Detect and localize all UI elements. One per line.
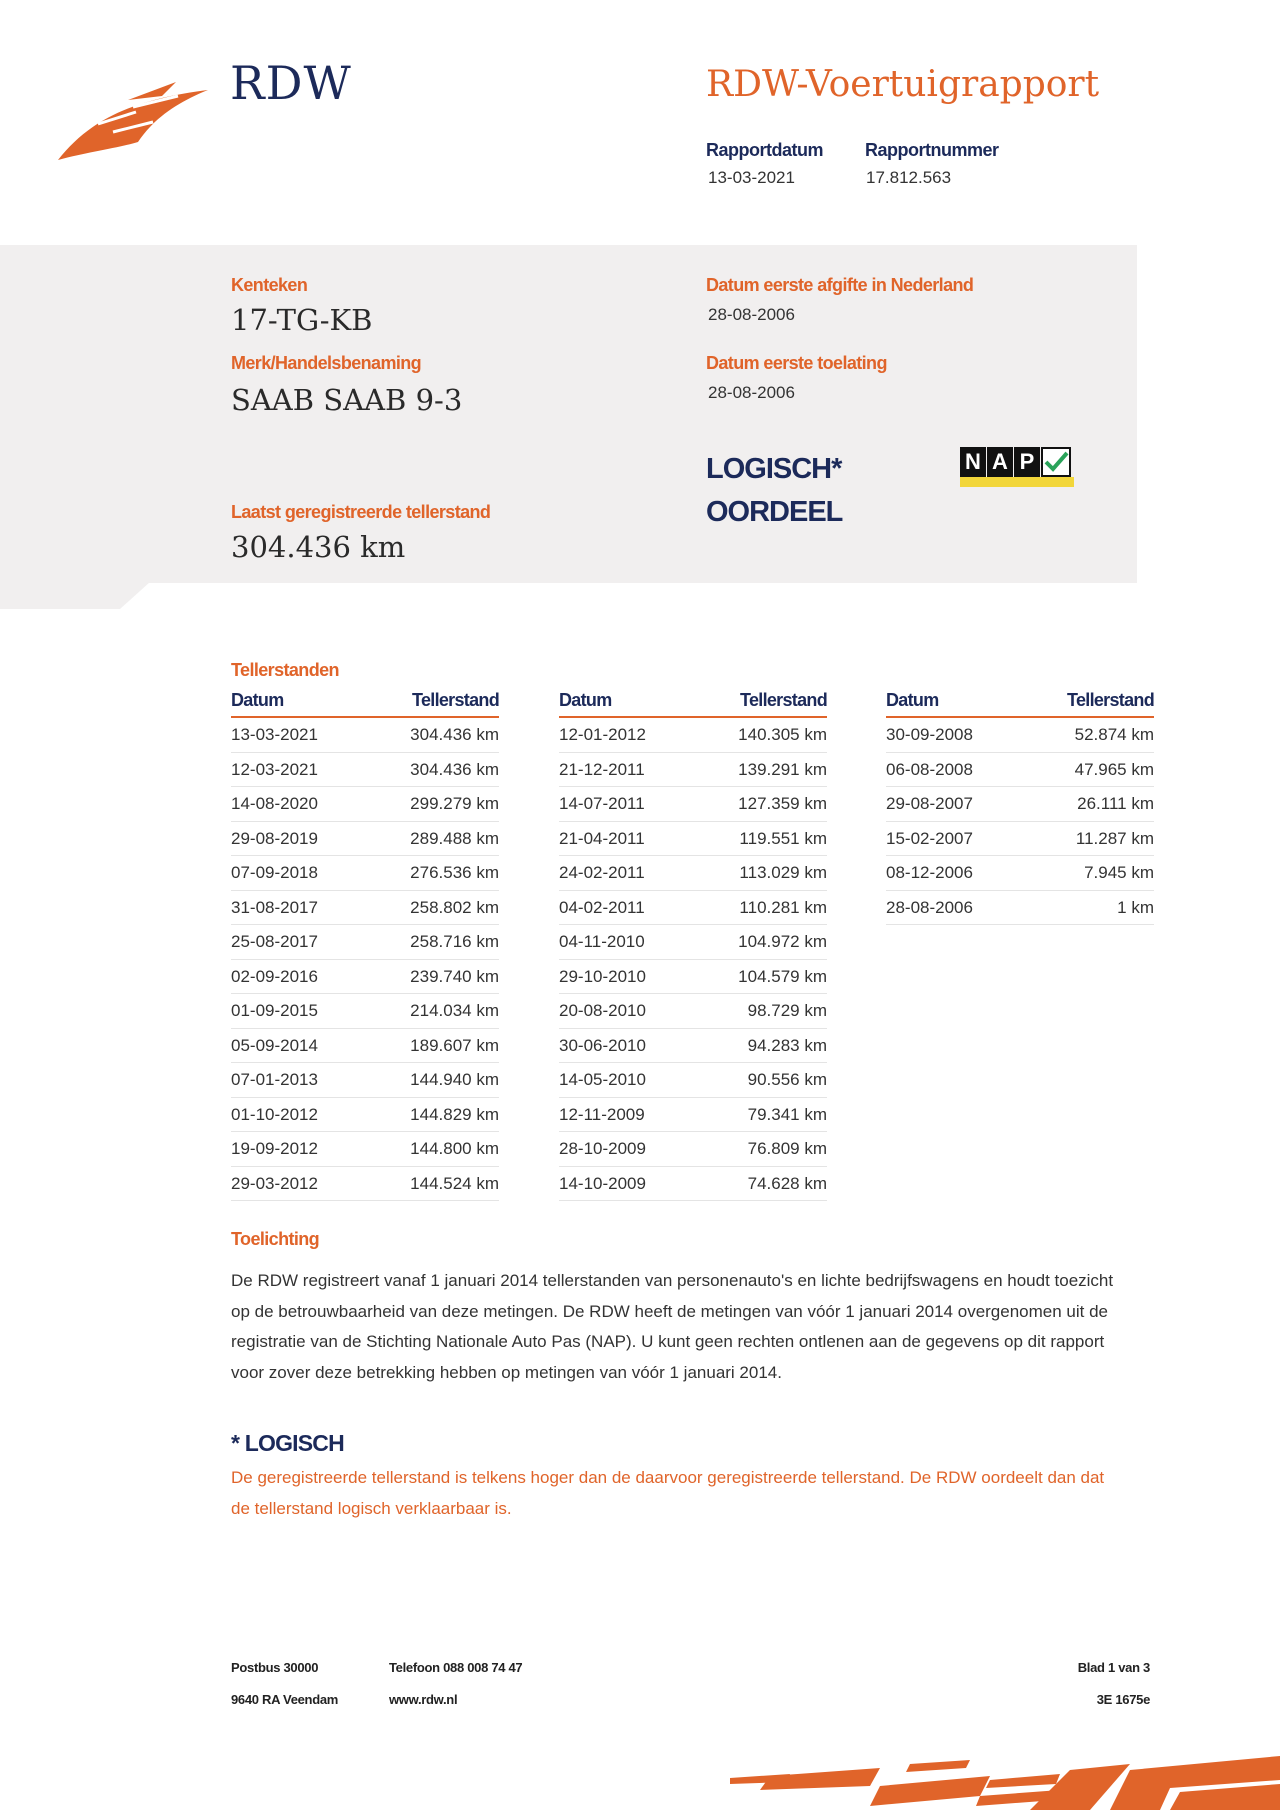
reading-date: 29-08-2019 — [231, 828, 318, 848]
col-value-header: Tellerstand — [1067, 690, 1154, 710]
table-row — [886, 856, 1154, 891]
reading-date: 15-02-2007 — [886, 828, 973, 848]
readings-column-3 — [886, 690, 1154, 925]
reading-date: 29-10-2010 — [559, 966, 646, 986]
reading-value: 144.524 km — [410, 1173, 499, 1193]
readings-column-1 — [231, 690, 499, 1201]
decorative-stripes-icon — [730, 1756, 1280, 1810]
table-row — [231, 925, 499, 960]
col-date-header: Datum — [886, 690, 939, 710]
reading-value: 304.436 km — [410, 725, 499, 744]
reading-value: 144.829 km — [410, 1104, 499, 1124]
table-row — [559, 960, 827, 995]
report-number: 17.812.563 — [866, 168, 952, 187]
plate-label: Kenteken — [231, 275, 308, 295]
footer-address-2: 9640 RA Veendam — [231, 1692, 339, 1707]
reading-date: 28-08-2006 — [886, 897, 973, 917]
reading-date: 14-07-2011 — [559, 794, 645, 813]
first-admission-label: Datum eerste toelating — [706, 353, 887, 373]
explanation-title: Toelichting — [231, 1229, 320, 1249]
reading-value: 11.287 km — [1075, 828, 1154, 848]
reading-value: 79.341 km — [747, 1104, 827, 1124]
table-row — [231, 822, 499, 857]
explanation-text: De RDW registreert vanaf 1 januari 2014 tellerstanden van personenauto's en lichte bedrijfswagens en houdt toezicht op de betrouwbaarheid van deze metingen. De RDW heeft de metingen van vóór 1 januari 2014 overgenomen uit de registratie van de Stichting Nationale Auto Pas (NAP). U kunt geen rechten ontlenen aan de gegevens op dit rapport voor zover deze betrekking hebben op metingen van vóór 1 januari 2014. — [231, 1271, 1114, 1382]
first-admission-value: 28-08-2006 — [708, 383, 795, 402]
reading-date: 30-09-2008 — [886, 725, 973, 744]
check-icon — [1041, 447, 1071, 477]
table-row — [231, 960, 499, 995]
table-row — [559, 753, 827, 788]
reading-value: 94.283 km — [747, 1035, 827, 1055]
reading-date: 06-08-2008 — [886, 759, 973, 779]
table-row — [559, 925, 827, 960]
table-row — [559, 1132, 827, 1167]
table-row — [231, 787, 499, 822]
table-row — [231, 1063, 499, 1098]
reading-value: 74.628 km — [747, 1173, 827, 1193]
footer-address-1: Postbus 30000 — [231, 1660, 319, 1675]
reading-value: 299.279 km — [410, 794, 499, 813]
reading-date: 24-02-2011 — [559, 863, 645, 882]
reading-date: 12-03-2021 — [231, 759, 318, 779]
brand-name: RDW — [230, 56, 352, 110]
col-value-header: Tellerstand — [740, 690, 827, 710]
table-row — [886, 718, 1154, 753]
first-nl-label: Datum eerste afgifte in Nederland — [706, 275, 974, 295]
logisch-title: * LOGISCH — [231, 1430, 344, 1456]
report-date: 13-03-2021 — [708, 168, 795, 187]
rdw-logo-icon — [58, 82, 208, 162]
reading-date: 07-09-2018 — [231, 863, 318, 882]
readings-header — [231, 690, 499, 718]
reading-value: 144.800 km — [410, 1139, 499, 1158]
report-date-label: Rapportdatum — [706, 140, 823, 160]
verdict-oordeel: OORDEEL — [706, 496, 843, 528]
reading-date: 21-12-2011 — [559, 759, 645, 779]
table-row — [559, 891, 827, 926]
reading-value: 189.607 km — [410, 1035, 499, 1055]
readings-header — [559, 690, 827, 718]
nap-letter-n: N — [960, 447, 986, 477]
reading-date: 05-09-2014 — [231, 1035, 318, 1055]
reading-value: 98.729 km — [747, 1001, 827, 1020]
table-row — [559, 1167, 827, 1202]
reading-value: 140.305 km — [738, 725, 827, 744]
table-row — [231, 1098, 499, 1133]
verdict-logisch: LOGISCH* — [706, 453, 842, 485]
table-row — [559, 994, 827, 1029]
reading-date: 20-08-2010 — [559, 1001, 646, 1020]
reading-date: 29-08-2007 — [886, 794, 973, 813]
reading-date: 21-04-2011 — [559, 828, 645, 848]
footer-page: Blad 1 van 3 — [1077, 1660, 1150, 1675]
reading-value: 113.029 km — [739, 863, 827, 882]
reading-date: 01-09-2015 — [231, 1001, 318, 1020]
reading-date: 04-02-2011 — [559, 897, 645, 917]
nap-badge — [960, 447, 1074, 489]
table-row — [231, 994, 499, 1029]
table-row — [231, 718, 499, 753]
reading-date: 19-09-2012 — [231, 1139, 318, 1158]
reading-date: 25-08-2017 — [231, 932, 318, 951]
table-row — [886, 787, 1154, 822]
reading-date: 07-01-2013 — [231, 1070, 318, 1089]
reading-value: 1 km — [1117, 897, 1154, 917]
reading-date: 08-12-2006 — [886, 863, 973, 882]
table-row — [231, 1029, 499, 1064]
table-row — [559, 1098, 827, 1133]
make-label: Merk/Handelsbenaming — [231, 353, 422, 373]
readings-title: Tellerstanden — [231, 660, 339, 680]
table-row — [231, 891, 499, 926]
reading-date: 13-03-2021 — [231, 725, 318, 744]
table-row — [559, 856, 827, 891]
reading-value: 104.972 km — [738, 932, 827, 951]
nap-yellow-bar — [960, 477, 1074, 487]
table-row — [886, 891, 1154, 926]
table-row — [886, 822, 1154, 857]
reading-value: 276.536 km — [410, 863, 499, 882]
reading-date: 30-06-2010 — [559, 1035, 646, 1055]
table-row — [559, 1029, 827, 1064]
readings-header — [886, 690, 1154, 718]
readings-column-2 — [559, 690, 827, 1201]
reading-value: 47.965 km — [1074, 759, 1154, 779]
reading-value: 26.111 km — [1077, 794, 1154, 813]
footer-website[interactable]: www.rdw.nl — [389, 1692, 458, 1707]
reading-value: 90.556 km — [747, 1070, 827, 1089]
odometer-label: Laatst geregistreerde tellerstand — [231, 502, 491, 522]
reading-date: 12-01-2012 — [559, 725, 646, 744]
reading-value: 76.809 km — [747, 1139, 827, 1158]
reading-value: 304.436 km — [410, 759, 499, 779]
first-nl-value: 28-08-2006 — [708, 305, 795, 324]
footer-phone: Telefoon 088 008 74 47 — [389, 1660, 523, 1675]
reading-value: 119.551 km — [739, 828, 827, 848]
report-title: RDW-Voertuigrapport — [706, 64, 1100, 105]
reading-date: 01-10-2012 — [231, 1104, 318, 1124]
logisch-text: De geregistreerde tellerstand is telkens hoger dan de daarvoor geregistreerde tellerstand. De RDW oordeelt dan dat de tellerstand logisch verklaarbaar is. — [231, 1468, 1105, 1518]
reading-value: 127.359 km — [738, 794, 827, 813]
reading-date: 14-05-2010 — [559, 1070, 646, 1089]
reading-value: 7.945 km — [1084, 863, 1154, 882]
col-value-header: Tellerstand — [412, 690, 499, 710]
table-row — [886, 753, 1154, 788]
reading-date: 02-09-2016 — [231, 966, 318, 986]
reading-value: 289.488 km — [410, 828, 499, 848]
reading-value: 144.940 km — [410, 1070, 499, 1089]
reading-value: 258.716 km — [410, 932, 499, 951]
reading-date: 04-11-2010 — [559, 932, 645, 951]
reading-date: 28-10-2009 — [559, 1139, 646, 1158]
reading-value: 239.740 km — [410, 966, 499, 986]
table-row — [231, 753, 499, 788]
table-row — [231, 1167, 499, 1202]
table-row — [559, 718, 827, 753]
table-row — [559, 1063, 827, 1098]
table-row — [559, 822, 827, 857]
footer-code: 3E 1675e — [1096, 1692, 1150, 1707]
make-value: SAAB SAAB 9-3 — [231, 383, 463, 417]
odometer-value: 304.436 km — [231, 530, 406, 564]
col-date-header: Datum — [231, 690, 284, 710]
report-number-label: Rapportnummer — [865, 140, 999, 160]
col-date-header: Datum — [559, 690, 612, 710]
reading-value: 52.874 km — [1074, 725, 1154, 744]
nap-letter-p: P — [1014, 447, 1040, 477]
reading-date: 31-08-2017 — [231, 897, 318, 917]
table-row — [559, 787, 827, 822]
reading-value: 104.579 km — [738, 966, 827, 986]
reading-value: 258.802 km — [410, 897, 499, 917]
table-row — [231, 856, 499, 891]
reading-date: 14-08-2020 — [231, 794, 318, 813]
reading-value: 214.034 km — [410, 1001, 499, 1020]
reading-date: 14-10-2009 — [559, 1173, 646, 1193]
plate-value: 17-TG-KB — [231, 303, 373, 337]
table-row — [231, 1132, 499, 1167]
nap-letter-a: A — [987, 447, 1013, 477]
vehicle-panel-tab — [0, 582, 150, 609]
reading-value: 110.281 km — [739, 897, 827, 917]
reading-date: 12-11-2009 — [559, 1104, 645, 1124]
reading-value: 139.291 km — [738, 759, 827, 779]
reading-date: 29-03-2012 — [231, 1173, 318, 1193]
